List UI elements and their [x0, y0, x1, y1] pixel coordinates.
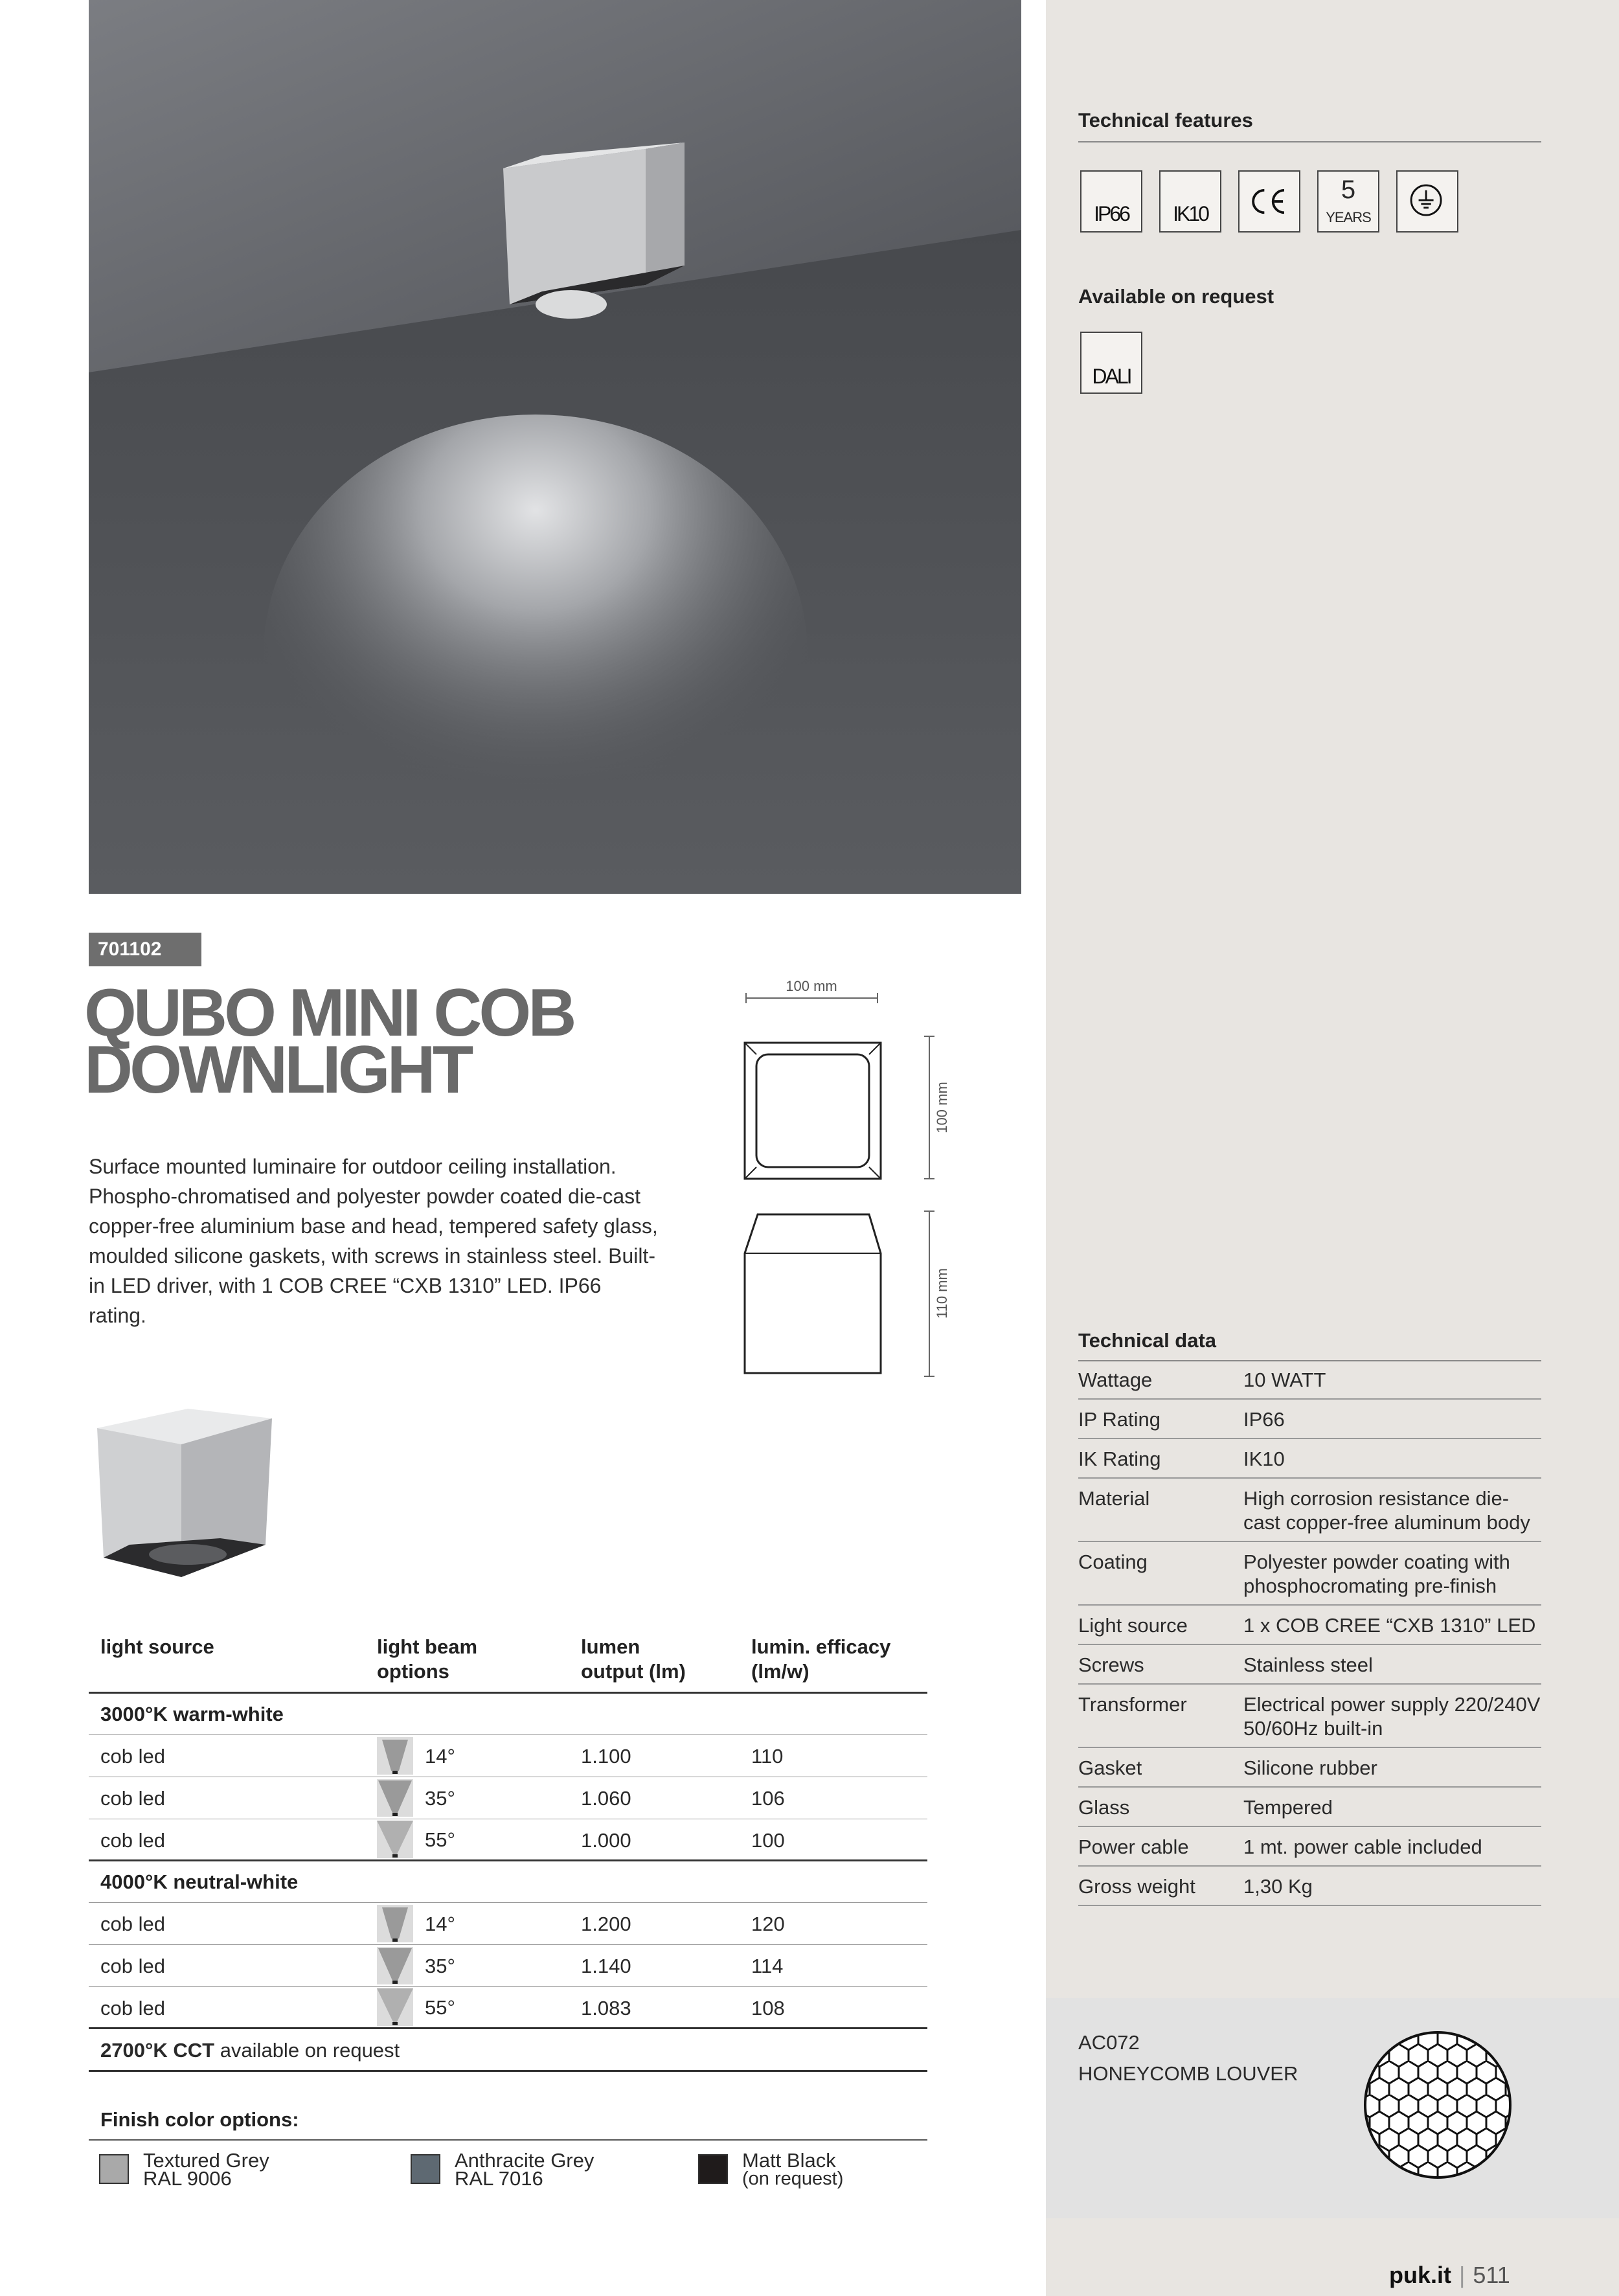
cct-note-bold: 2700°K CCT	[100, 2039, 215, 2062]
honeycomb-louver-icon	[1360, 2027, 1515, 2183]
spec-key: Coating	[1078, 1551, 1148, 1573]
spec-value: Polyester powder coating with phosphocromating pre-finish	[1243, 1551, 1510, 1597]
finish-option-anthracite-grey	[411, 2149, 594, 2190]
spec-value: High corrosion resistance die-cast copper-free aluminum body	[1243, 1487, 1530, 1534]
spec-key: IP Rating	[1078, 1408, 1160, 1431]
color-swatch	[99, 2154, 129, 2184]
cell-lumen: 1.100	[581, 1745, 631, 1767]
finish-name: Textured Grey	[143, 2149, 269, 2172]
finish-option-textured-grey	[99, 2149, 269, 2190]
table-row	[89, 1777, 927, 1819]
cell-lumen: 1.083	[581, 1997, 631, 2019]
cell-source: cob led	[100, 1829, 165, 1852]
spec-value: Silicone rubber	[1243, 1756, 1377, 1779]
cell-beam: 35°	[425, 1954, 455, 1977]
table-row	[1078, 1788, 1541, 1827]
table-row	[1078, 1606, 1541, 1645]
wide-beam-icon	[377, 1821, 413, 1858]
table-row	[89, 1819, 927, 1861]
earth-ground-icon	[1396, 170, 1458, 233]
spec-value: Stainless steel	[1243, 1654, 1373, 1676]
narrow-beam-icon	[377, 1737, 413, 1775]
spec-value: 1 mt. power cable included	[1243, 1836, 1482, 1858]
footer-separator: |	[1459, 2262, 1466, 2288]
product-title: QUBO MINI COB DOWNLIGHT	[84, 975, 574, 1108]
warranty-years-number: 5	[1341, 176, 1356, 204]
narrow-beam-icon	[377, 1905, 413, 1942]
cell-lumen: 1.000	[581, 1829, 631, 1852]
cell-source: cob led	[100, 1913, 165, 1935]
spec-value: IK10	[1243, 1448, 1285, 1470]
product-description: Surface mounted luminaire for outdoor ceiling installation. Phospho-chromatised and polyester powder coated die-cast copper-free aluminium base and head, tempered safety glass, moulded silicone gaskets, with screws in stainless steel. Built-in LED driver, with 1 COB CREE “CXB 1310” LED. IP66 rating.	[89, 1155, 658, 1327]
group-neutral-white: 4000°K neutral-white	[89, 1861, 927, 1903]
finish-options-heading: Finish color options:	[100, 2108, 299, 2131]
color-swatch	[411, 2154, 440, 2184]
table-row	[1078, 1400, 1541, 1439]
product-thumbnail	[91, 1383, 285, 1597]
brand-link[interactable]: puk.it	[1389, 2262, 1451, 2288]
cell-source: cob led	[100, 1745, 165, 1767]
cell-lumen: 1.060	[581, 1787, 631, 1810]
spec-key: Gross weight	[1078, 1875, 1195, 1898]
finish-divider	[89, 2139, 927, 2141]
spec-value: 1 x COB CREE “CXB 1310” LED	[1243, 1614, 1536, 1637]
finish-code: RAL 9006	[143, 2167, 232, 2190]
available-on-request-heading: Available on request	[1078, 285, 1274, 308]
spec-value: Tempered	[1243, 1796, 1333, 1819]
table-header	[89, 1626, 927, 1694]
finish-option-matt-black	[698, 2149, 844, 2189]
wide-beam-icon	[377, 1988, 413, 2026]
depth-label: 100 mm	[934, 1082, 950, 1133]
page-number: 511	[1473, 2262, 1510, 2288]
cell-source: cob led	[100, 1997, 165, 2019]
cell-efficacy: 100	[751, 1829, 785, 1852]
table-row	[1078, 1867, 1541, 1906]
accessory-code: AC072	[1078, 2031, 1140, 2054]
cell-beam: 55°	[425, 1995, 455, 2019]
table-row	[1078, 1439, 1541, 1479]
medium-beam-icon	[377, 1947, 413, 1984]
width-label: 100 mm	[786, 978, 837, 994]
finish-code: RAL 7016	[455, 2167, 543, 2190]
medium-beam-icon	[377, 1779, 413, 1817]
technical-data-table	[1078, 1360, 1541, 1906]
cell-beam: 14°	[425, 1912, 455, 1935]
product-photo	[89, 0, 1021, 894]
spec-key: Screws	[1078, 1654, 1144, 1676]
header-luminous-efficacy: lumin. efficacy (lm/w)	[751, 1635, 891, 1683]
ip66-icon: IP66	[1080, 170, 1142, 233]
spec-key: Power cable	[1078, 1836, 1189, 1858]
spec-value: IP66	[1243, 1408, 1285, 1431]
side-view-outline	[745, 1214, 881, 1373]
header-beam-options: light beam options	[377, 1635, 478, 1683]
cell-lumen: 1.140	[581, 1955, 631, 1977]
spec-key: Glass	[1078, 1796, 1130, 1819]
cell-beam: 14°	[425, 1744, 455, 1767]
product-code-badge: 701102	[89, 933, 201, 966]
spec-key: Material	[1078, 1487, 1150, 1510]
cell-efficacy: 110	[751, 1745, 784, 1767]
table-row	[89, 1987, 927, 2029]
cell-efficacy: 120	[751, 1913, 785, 1935]
accessory-label	[1078, 2027, 1298, 2089]
cell-lumen: 1.200	[581, 1913, 631, 1935]
ce-mark-icon	[1238, 170, 1300, 233]
finish-code: (on request)	[742, 2168, 844, 2189]
spec-key: Light source	[1078, 1614, 1188, 1637]
warranty-icon	[1317, 170, 1379, 233]
table-row	[89, 1735, 927, 1777]
table-row	[1078, 1479, 1541, 1542]
color-swatch	[698, 2154, 728, 2184]
finish-name: Matt Black	[742, 2149, 836, 2172]
cell-efficacy: 114	[751, 1955, 784, 1977]
cell-beam: 55°	[425, 1828, 455, 1851]
table-row	[1078, 1645, 1541, 1685]
table-row	[1078, 1360, 1541, 1400]
page-footer	[1389, 2262, 1510, 2289]
table-row	[89, 1903, 927, 1945]
spec-key: Transformer	[1078, 1693, 1187, 1716]
spec-value: 1,30 Kg	[1243, 1875, 1313, 1898]
cell-beam: 35°	[425, 1786, 455, 1810]
ik10-icon: IK10	[1159, 170, 1221, 233]
dimension-drawing	[738, 975, 958, 1389]
warranty-years-label: YEARS	[1326, 209, 1371, 225]
spec-value: 10 WATT	[1243, 1369, 1326, 1391]
spec-key: IK Rating	[1078, 1448, 1161, 1470]
cell-efficacy: 108	[751, 1997, 785, 2019]
technical-data-heading: Technical data	[1078, 1329, 1217, 1352]
spec-value: Electrical power supply 220/240V 50/60Hz built-in	[1243, 1693, 1541, 1740]
table-row	[1078, 1748, 1541, 1788]
spec-key: Wattage	[1078, 1369, 1153, 1391]
cell-source: cob led	[100, 1787, 165, 1810]
cell-source: cob led	[100, 1955, 165, 1977]
technical-features-heading: Technical features	[1078, 109, 1253, 131]
spec-key: Gasket	[1078, 1756, 1142, 1779]
header-lumen-output: lumen output (lm)	[581, 1635, 686, 1683]
table-row	[1078, 1827, 1541, 1867]
finish-name: Anthracite Grey	[455, 2149, 594, 2172]
dali-icon: DALI	[1080, 332, 1142, 394]
cct-note	[89, 2029, 927, 2072]
height-label: 110 mm	[934, 1268, 950, 1319]
table-row	[1078, 1542, 1541, 1606]
cct-note-text: available on request	[214, 2039, 400, 2062]
table-row	[1078, 1685, 1541, 1748]
table-row	[89, 1945, 927, 1987]
accessory-name: HONEYCOMB LOUVER	[1078, 2062, 1298, 2085]
light-output-table	[89, 1626, 927, 2072]
features-divider	[1078, 141, 1541, 142]
cell-efficacy: 106	[751, 1787, 785, 1810]
group-warm-white: 3000°K warm-white	[89, 1694, 927, 1735]
header-light-source: light source	[100, 1635, 214, 1658]
